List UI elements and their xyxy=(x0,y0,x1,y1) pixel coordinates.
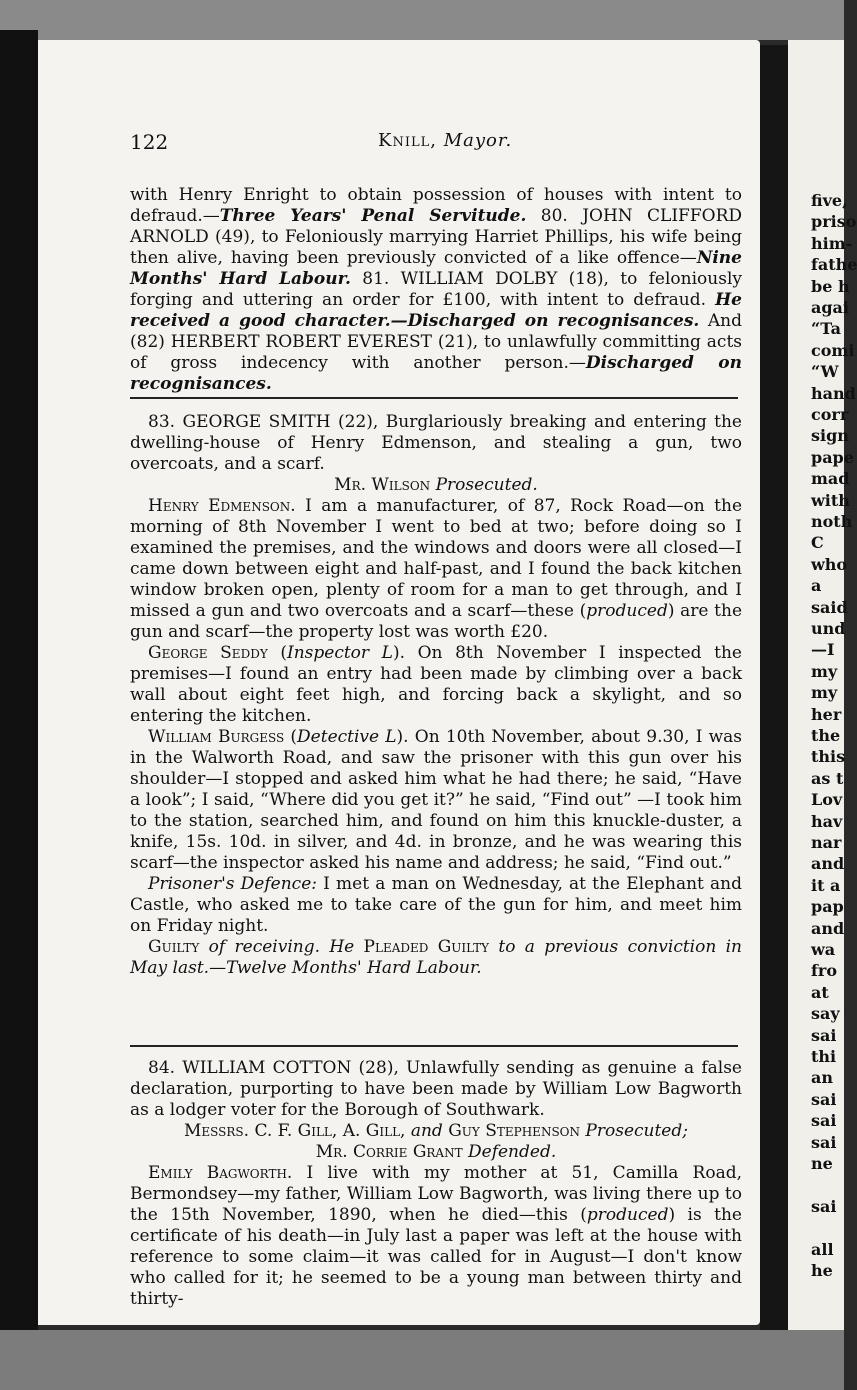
counsel-name: Guy Stephenson xyxy=(448,1121,581,1141)
section-divider xyxy=(130,397,738,399)
adjacent-page-fragment: nar xyxy=(811,833,842,852)
testimony: On 8th November I inspected the premises—I found an entry had been made by climbing over a back wall about eight feet high, and forcing back a skylight, and so entering the kitchen. xyxy=(130,643,742,726)
defence-text: I met a man on Wednesday, at the Elephant and Castle, who asked me to take care of the gun for him, and meet him on Friday night. xyxy=(130,874,743,936)
scan-bottom-edge xyxy=(0,1330,844,1390)
page-gutter xyxy=(760,45,788,1330)
adjacent-page-fragment: this xyxy=(811,747,846,767)
adjacent-page-fragment: said xyxy=(811,597,848,617)
produced-note: produced xyxy=(586,1205,669,1225)
adjacent-page-fragment: ne xyxy=(811,1154,833,1173)
adjacent-page-fragment: sai xyxy=(811,1132,837,1152)
witness-burgess: William Burgess (Detective L). On 10th November, about 9.30, I was in the Walworth Road, and saw the prisoner with this gun over his shoulder—I stopped and asked him what he had there; he said, “Have a look”; I said, “Where did you get it?” he said, “Find out” —I took him to the station, searched him, and found on him this knuckle-duster, a knife, 15s. 10d. in silver, and 4d. in bronze, and he was wearing this scarf—the inspector asked his name and address; he said, “Find out.” xyxy=(130,727,742,873)
adjacent-page-fragment: corr xyxy=(811,405,849,424)
adjacent-page-fragment: agai xyxy=(811,298,849,317)
sentence: Discharged on recognisances. xyxy=(130,353,742,394)
case-84-heading: 84. WILLIAM COTTON (28), Unlawfully sending as genuine a false declaration, purporting to have been made by William Low Bagworth as a lodger voter for the Borough of Southwark. xyxy=(130,1058,742,1120)
block1-text: with Henry Enright to obtain possession of houses with intent to defraud.— xyxy=(130,185,742,226)
verdict: Pleaded Guilty xyxy=(363,937,490,957)
testimony: On 10th November, about 9.30, I was in the Walworth Road, and saw the prisoner with this gun over his shoulder—I stopped and asked him what he had there; he said, “Have a look”; I said, “Where did you get it?” he said, “Find out” —I took him to the station, searched him, and found on him this knuckle-duster, a knife, 15s. 10d. in silver, and 4d. in bronze, and he was wearing this scarf—the inspector asked his name and address; he said, “Find out.” xyxy=(130,727,742,873)
adjacent-page-fragment: him- xyxy=(811,233,853,253)
case-83-verdict xyxy=(130,937,742,979)
witness-seddy: George Seddy (Inspector L). On 8th November I inspected the premises—I found an entry had been made by climbing over a back wall about eight feet high, and forcing back a skylight, and so entering the kitchen. xyxy=(130,643,742,726)
sentence: Nine Months' Hard Labour. xyxy=(130,248,742,289)
adjacent-page-fragment: it a xyxy=(811,875,841,895)
block1-text: 81. WILLIAM DOLBY (18), to feloniously forging and uttering an order for £100, with intent to defraud. xyxy=(130,269,743,310)
section-divider xyxy=(130,1045,738,1047)
witness-name: Emily Bagworth. xyxy=(148,1163,293,1183)
case-84-defence-counsel xyxy=(130,1142,742,1163)
testimony: ) is the certificate of his death—in July last a paper was left at the house with reference to some claim—it was called for in August—I don't know who called for it; he seemed to be a young man between thirty and thirty- xyxy=(130,1205,742,1309)
page-number: 122 xyxy=(130,130,169,154)
adjacent-page-fragment: and xyxy=(811,918,845,938)
running-head-name: Knill, xyxy=(378,130,437,151)
verdict: to a previous conviction in May last.—Twelve Months' Hard Labour. xyxy=(130,937,742,978)
scan-top-edge xyxy=(0,0,844,40)
adjacent-page-fragment: five, xyxy=(811,191,848,210)
document-page xyxy=(38,40,760,1325)
testimony: I live with my mother at 51, Camilla Road, Bermondsey—my father, William Low Bagworth, was living there up to the 15th November, 1890, when he died—this ( xyxy=(130,1163,743,1225)
case-83-counsel xyxy=(130,475,742,496)
adjacent-page-edge xyxy=(788,40,857,1330)
adjacent-page-fragment: —I xyxy=(811,640,835,660)
adjacent-page-fragment: noth xyxy=(811,512,853,531)
witness-role: Inspector L xyxy=(287,643,393,663)
adjacent-page-fragment: Lov xyxy=(811,790,843,810)
adjacent-page-fragment: “W xyxy=(811,362,839,382)
adjacent-page-fragment: sai xyxy=(811,1025,837,1045)
adjacent-page-fragment: an xyxy=(811,1068,833,1088)
adjacent-page-fragment: say xyxy=(811,1004,840,1024)
page-header xyxy=(130,130,742,160)
testimony: ) are the gun and scarf—the property lost was worth £20. xyxy=(130,601,742,642)
adjacent-page-fragment: C xyxy=(811,533,824,553)
adjacent-page-fragment: comi xyxy=(811,340,855,360)
testimony: I am a manufacturer, of 87, Rock Road—on the morning of 8th November I went to bed at two; before doing so I examined the premises, and the windows and doors were all closed—I came down between eight and half-past, and I found the back kitchen window broken open, plenty of room for a man to get through, and I missed a gun and two overcoats and a scarf—these ( xyxy=(130,496,743,621)
defence-label: Prisoner's Defence: xyxy=(148,874,317,894)
adjacent-page-fragment: priso xyxy=(811,212,857,232)
adjacent-page-fragment: thi xyxy=(811,1047,837,1066)
sentence: He received a good character.—Discharged on recognisances. xyxy=(130,290,742,331)
block1-text: 80. JOHN CLIFFORD ARNOLD (49), to Feloniously marrying Harriet Phillips, his wife being then alive, having been previously convicted of a like offence— xyxy=(130,206,742,268)
adjacent-page-fragment: fro xyxy=(811,961,837,981)
adjacent-page-fragment: pape xyxy=(811,447,854,467)
witness-name: George Seddy xyxy=(148,643,268,663)
adjacent-page-fragment: und xyxy=(811,619,846,638)
prisoner-defence xyxy=(130,874,742,937)
witness-role: Detective L xyxy=(297,727,397,747)
block1-text: And (82) HERBERT ROBERT EVEREST (21), to unlawfully committing acts of gross indecency with another person.— xyxy=(130,311,742,373)
adjacent-page-fragment: hand xyxy=(811,383,856,403)
adjacent-page-fragment: sai xyxy=(811,1196,837,1216)
running-head xyxy=(378,130,512,151)
adjacent-page-fragment: her xyxy=(811,704,842,724)
adjacent-page-fragment: “Ta xyxy=(811,319,841,339)
adjacent-page-fragment: all xyxy=(811,1239,834,1259)
adjacent-page-fragment: pap xyxy=(811,897,844,917)
running-head-title: Mayor. xyxy=(443,130,513,151)
witness-bagworth xyxy=(130,1163,742,1310)
witness-name: William Burgess xyxy=(148,727,285,747)
counsel-and: and xyxy=(405,1121,449,1141)
counsel-name: Mr. Corrie Grant xyxy=(315,1142,463,1162)
counsel-role: Prosecuted. xyxy=(435,475,538,495)
verdict: of receiving. He xyxy=(199,937,364,957)
adjacent-page-fragment: and xyxy=(811,854,845,874)
adjacent-page-fragment: at xyxy=(811,982,829,1002)
adjacent-page-fragment: the xyxy=(811,726,841,745)
adjacent-page-fragment: he xyxy=(811,1261,833,1280)
case-84-prosecution-counsel xyxy=(130,1121,742,1142)
verdict: Guilty xyxy=(148,937,200,957)
adjacent-page-fragment: sai xyxy=(811,1089,837,1109)
counsel-role: Prosecuted; xyxy=(580,1121,688,1141)
adjacent-page-fragment: my xyxy=(811,683,838,703)
adjacent-page-fragment: with xyxy=(811,490,850,510)
adjacent-page-fragment: mad xyxy=(811,469,850,489)
sentence: Three Years' Penal Servitude. xyxy=(219,206,527,226)
sentences-block xyxy=(130,185,742,395)
adjacent-page-fragment: hav xyxy=(811,811,843,831)
adjacent-page-fragment: sign xyxy=(811,426,849,446)
witness-edmenson xyxy=(130,496,742,643)
adjacent-page-fragment: sai xyxy=(811,1111,837,1131)
witness-name: Henry Edmenson. xyxy=(148,496,296,516)
produced-note: produced xyxy=(586,601,668,621)
adjacent-page-fragment: who xyxy=(811,554,848,574)
case-84 xyxy=(130,1058,742,1310)
case-83 xyxy=(130,412,742,979)
adjacent-page-fragment: wa xyxy=(811,940,836,959)
book-spine xyxy=(0,30,38,1340)
case-83-heading: 83. GEORGE SMITH (22), Burglariously breaking and entering the dwelling-house of Henry Edmenson, and stealing a gun, two overcoats, and a scarf. xyxy=(130,412,742,474)
counsel-names: Messrs. C. F. Gill, A. Gill, xyxy=(184,1121,406,1141)
adjacent-page-fragment: a xyxy=(811,576,822,596)
counsel-role: Defended. xyxy=(462,1142,557,1162)
adjacent-page-fragment: be h xyxy=(811,276,850,296)
adjacent-page-fragment: as t xyxy=(811,768,844,788)
adjacent-page-fragment: fathe xyxy=(811,255,857,275)
adjacent-page-fragment: my xyxy=(811,661,838,681)
counsel-name: Mr. Wilson xyxy=(334,475,431,495)
